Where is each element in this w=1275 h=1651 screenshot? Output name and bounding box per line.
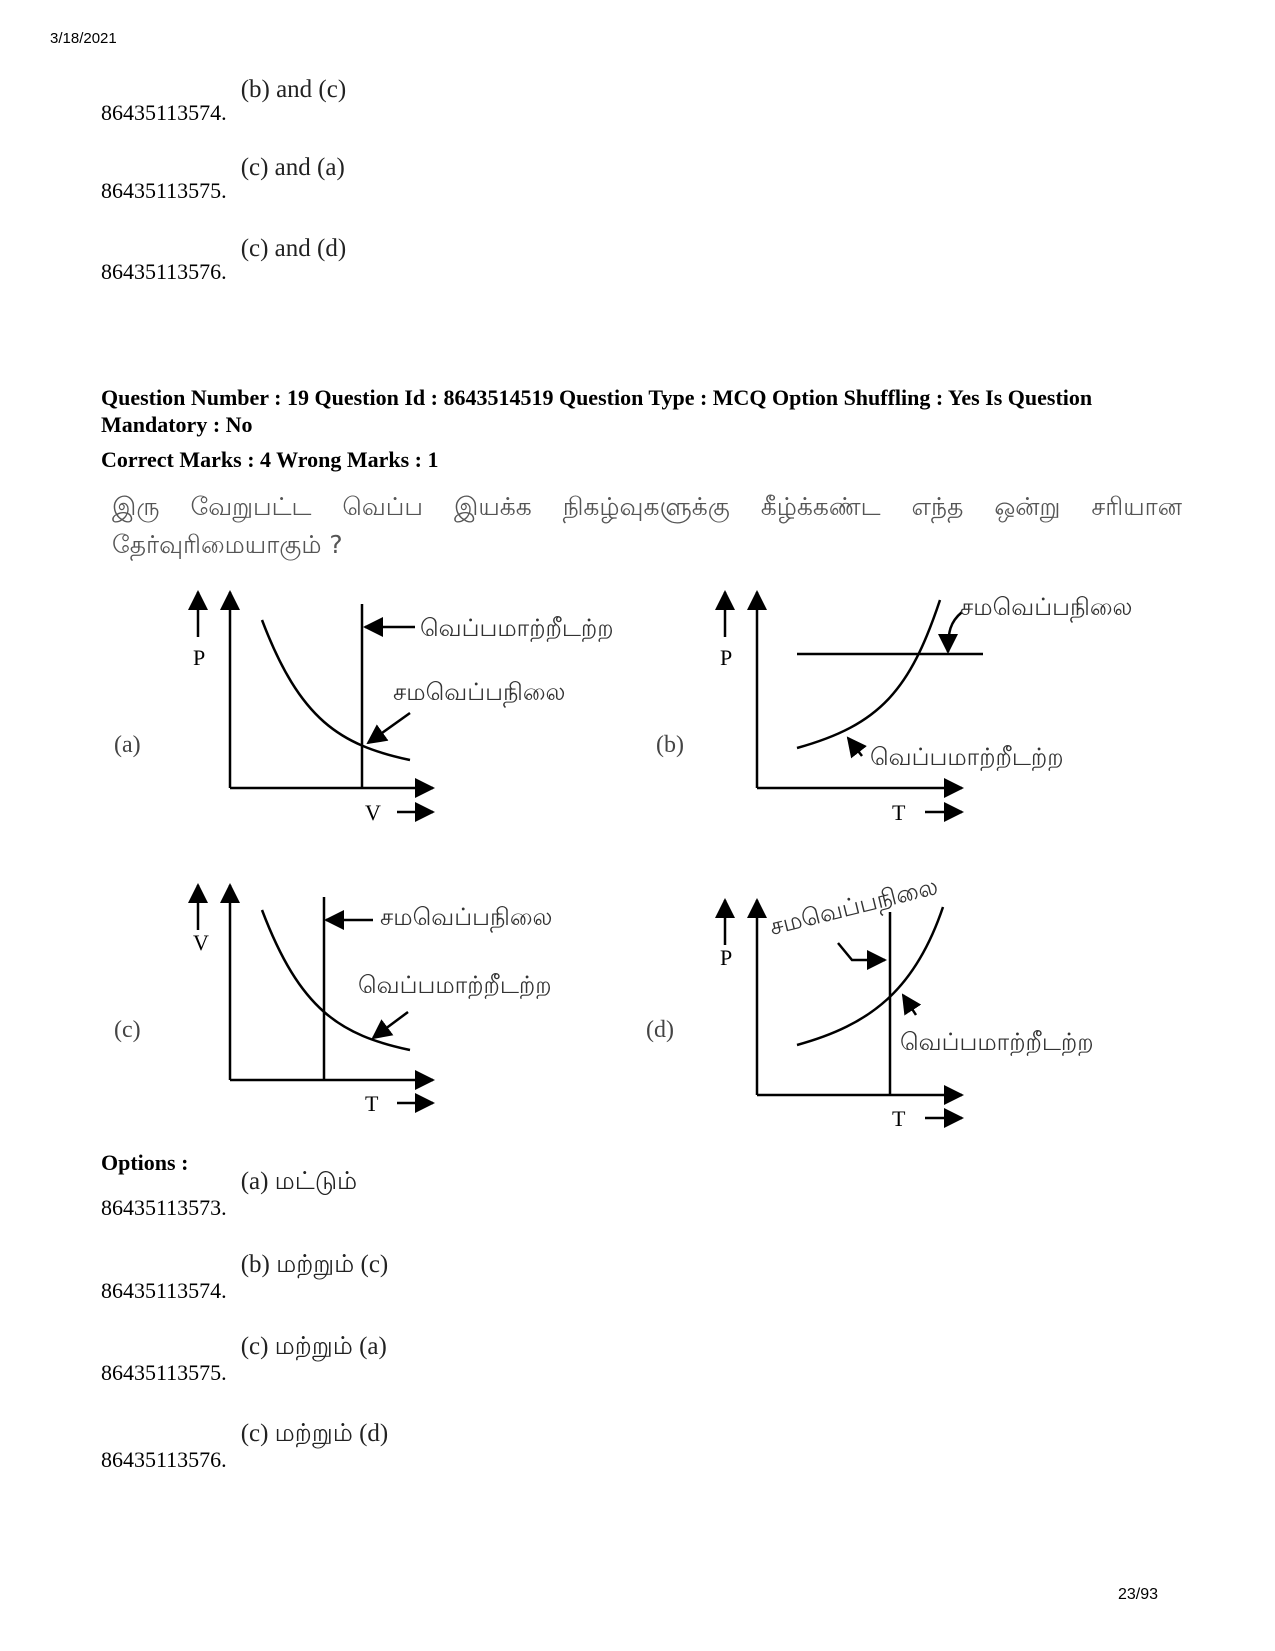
- option-id: 86435113573.: [101, 1195, 227, 1220]
- graph-a-isothermal-label: சமவெப்பநிலை: [393, 678, 566, 706]
- option-id: 86435113575.: [101, 1360, 227, 1385]
- graph-c-pointer-2: [373, 1012, 408, 1038]
- option-text: (b) மற்றும் (c): [240, 1251, 389, 1278]
- option-text: (c) and (d): [240, 235, 347, 262]
- graph-b-pointer-2: [848, 738, 862, 756]
- graph-b-x-label: T: [892, 800, 906, 825]
- option-text: (a) மட்டும்: [240, 1168, 358, 1195]
- graph-d-isothermal-label: சமவெப்பநிலை: [766, 871, 941, 941]
- question-header: Question Number : 19 Question Id : 8643514519 Question Type : MCQ Option Shuffling : Yes Is Question Mandatory : No: [101, 385, 1093, 437]
- graph-b: [725, 592, 983, 812]
- options-heading: Options :: [101, 1150, 189, 1175]
- graph-d-tag: (d): [646, 1017, 674, 1043]
- option-id: 86435113574.: [101, 1278, 227, 1303]
- option-text: (c) and (a): [240, 154, 345, 181]
- option-text: (b) and (c): [240, 76, 347, 103]
- question-text-line2: தேர்வுரிமையாகும் ?: [112, 530, 343, 559]
- graph-d: [725, 900, 962, 1118]
- option-id: 86435113576.: [101, 1447, 227, 1472]
- question-marks: Correct Marks : 4 Wrong Marks : 1: [101, 447, 439, 472]
- graph-b-adiabatic-label: வெப்பமாற்றீடற்ற: [870, 743, 1064, 771]
- graph-d-pointer-1: [838, 943, 885, 960]
- option-4[interactable]: [101, 1420, 389, 1473]
- graph-a-x-label: V: [365, 800, 381, 825]
- graph-b-adiabatic-curve: [797, 600, 940, 748]
- graph-a-adiabatic-label: வெப்பமாற்றீடற்ற: [420, 614, 614, 642]
- option-text: (c) மற்றும் (d): [240, 1420, 389, 1447]
- graph-c-tag: (c): [114, 1017, 141, 1043]
- graph-a-pointer-2: [368, 713, 410, 743]
- graph-c-y-label: V: [193, 930, 209, 955]
- graph-d-adiabatic-label: வெப்பமாற்றீடற்ற: [900, 1028, 1094, 1056]
- graph-c-adiabatic-label: வெப்பமாற்றீடற்ற: [358, 971, 552, 999]
- graph-d-y-label: P: [720, 945, 733, 970]
- graph-a-isothermal-curve: [262, 620, 410, 760]
- graph-b-tag: (b): [656, 732, 684, 758]
- option-1[interactable]: [101, 1168, 358, 1221]
- graph-b-y-label: P: [720, 645, 733, 670]
- page-number: 23/93: [1118, 1586, 1159, 1603]
- option-3[interactable]: [101, 1333, 387, 1386]
- option-text: (c) மற்றும் (a): [240, 1333, 387, 1360]
- option-id: 86435113574.: [101, 100, 227, 125]
- graph-c-isothermal-label: சமவெப்பநிலை: [380, 903, 553, 931]
- option-id: 86435113576.: [101, 259, 227, 284]
- graph-a-y-label: P: [193, 645, 206, 670]
- graph-b-isothermal-label: சமவெப்பநிலை: [960, 593, 1133, 621]
- question-text-line1: இரு வேறுபட்ட வெப்ப இயக்க நிகழ்வுகளுக்கு கீழ்க்கண்ட எந்த ஒன்று சரியான: [112, 492, 1182, 521]
- graph-d-pointer-2: [903, 995, 916, 1015]
- graph-d-x-label: T: [892, 1106, 906, 1131]
- option-2[interactable]: [101, 1251, 389, 1304]
- option-id: 86435113575.: [101, 178, 227, 203]
- print-date: 3/18/2021: [50, 30, 117, 47]
- graph-a-tag: (a): [114, 732, 141, 758]
- graph-c-x-label: T: [365, 1091, 379, 1116]
